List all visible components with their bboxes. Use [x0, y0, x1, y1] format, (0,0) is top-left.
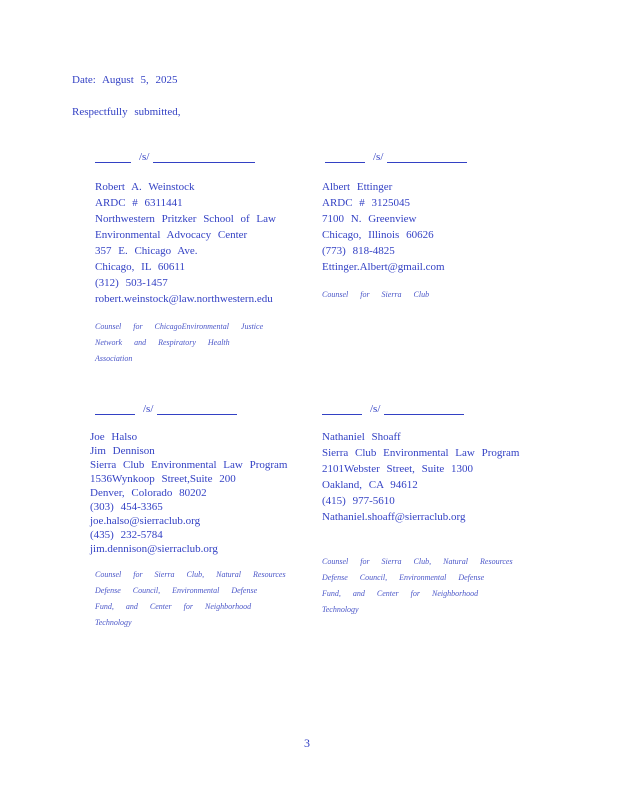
counsel-line: Counsel for Sierra Club, Natural Resources [322, 557, 513, 566]
page-number: 3 [304, 736, 310, 750]
attorney-email: joe.halso@sierraclub.org [90, 515, 201, 527]
signature-underline [325, 150, 365, 163]
attorney-line: (312) 503-1457 [95, 277, 168, 289]
counsel-for-halso-dennison [95, 567, 295, 631]
counsel-for-shoaff [322, 554, 532, 618]
attorney-line: Environmental Advocacy Center [95, 229, 248, 241]
signature-underline [322, 402, 362, 415]
attorney-line: Northwestern Pritzker School of Law [95, 213, 276, 225]
signature-underline [387, 150, 467, 163]
attorney-block-halso-dennison [90, 430, 287, 556]
signature-underline [95, 402, 135, 415]
signature-mark: /s/ [370, 403, 381, 415]
attorney-email: Ettinger.Albert@gmail.com [322, 261, 445, 273]
closing-line: Respectfully submitted, [72, 106, 181, 118]
attorney-line: Joe Halso [90, 431, 138, 443]
attorney-line: (435) 232-5784 [90, 529, 163, 541]
counsel-line: Association [95, 354, 133, 363]
signature-mark: /s/ [373, 151, 384, 163]
signature-underline [153, 150, 255, 163]
counsel-line: Counsel for Sierra Club [322, 290, 430, 299]
attorney-line: Chicago, Illinois 60626 [322, 229, 434, 241]
signature-underline [384, 402, 464, 415]
counsel-line: Technology [95, 618, 132, 627]
attorney-block-weinstock [95, 179, 276, 307]
signature-line-halso [95, 402, 237, 415]
attorney-line: (303) 454-3365 [90, 501, 163, 513]
counsel-line: Counsel for Sierra Club, Natural Resources [95, 570, 286, 579]
attorney-line: Sierra Club Environmental Law Program [322, 447, 520, 459]
attorney-line: Robert A. Weinstock [95, 181, 195, 193]
attorney-line: Sierra Club Environmental Law Program [90, 459, 288, 471]
counsel-line: Fund, and Center for Neighborhood [95, 602, 252, 611]
attorney-line: Denver, Colorado 80202 [90, 487, 207, 499]
attorney-line: 1536Wynkoop Street,Suite 200 [90, 473, 236, 485]
attorney-email: jim.dennison@sierraclub.org [90, 543, 218, 555]
signature-line-shoaff [322, 402, 464, 415]
counsel-line: Defense Council, Environmental Defense [322, 573, 485, 582]
signature-mark: /s/ [139, 151, 150, 163]
attorney-line: ARDC # 3125045 [322, 197, 411, 209]
signature-line-weinstock [95, 150, 255, 163]
attorney-line: (415) 977-5610 [322, 495, 395, 507]
attorney-block-shoaff [322, 429, 519, 525]
attorney-line: 357 E. Chicago Ave. [95, 245, 198, 257]
attorney-line: 7100 N. Greenview [322, 213, 417, 225]
attorney-line: Chicago, IL 60611 [95, 261, 185, 273]
counsel-for-weinstock [95, 319, 300, 367]
counsel-line: Network and Respiratory Health [95, 338, 230, 347]
counsel-for-ettinger [322, 287, 522, 303]
attorney-email: Nathaniel.shoaff@sierraclub.org [322, 511, 466, 523]
signature-line-ettinger [325, 150, 467, 163]
attorney-line: Albert Ettinger [322, 181, 393, 193]
counsel-line: Counsel for ChicagoEnvironmental Justice [95, 322, 264, 331]
counsel-line: Defense Council, Environmental Defense [95, 586, 258, 595]
date-line: Date: August 5, 2025 [72, 74, 178, 86]
counsel-line: Fund, and Center for Neighborhood [322, 589, 479, 598]
attorney-line: ARDC # 6311441 [95, 197, 183, 209]
signature-underline [95, 150, 131, 163]
attorney-line: Oakland, CA 94612 [322, 479, 418, 491]
attorney-line: 2101Webster Street, Suite 1300 [322, 463, 474, 475]
attorney-line: Nathaniel Shoaff [322, 431, 401, 443]
signature-mark: /s/ [143, 403, 154, 415]
attorney-line: (773) 818-4825 [322, 245, 395, 257]
signature-underline [157, 402, 237, 415]
attorney-email: robert.weinstock@law.northwestern.edu [95, 293, 273, 305]
attorney-block-ettinger [322, 179, 445, 275]
attorney-line: Jim Dennison [90, 445, 155, 457]
counsel-line: Technology [322, 605, 359, 614]
